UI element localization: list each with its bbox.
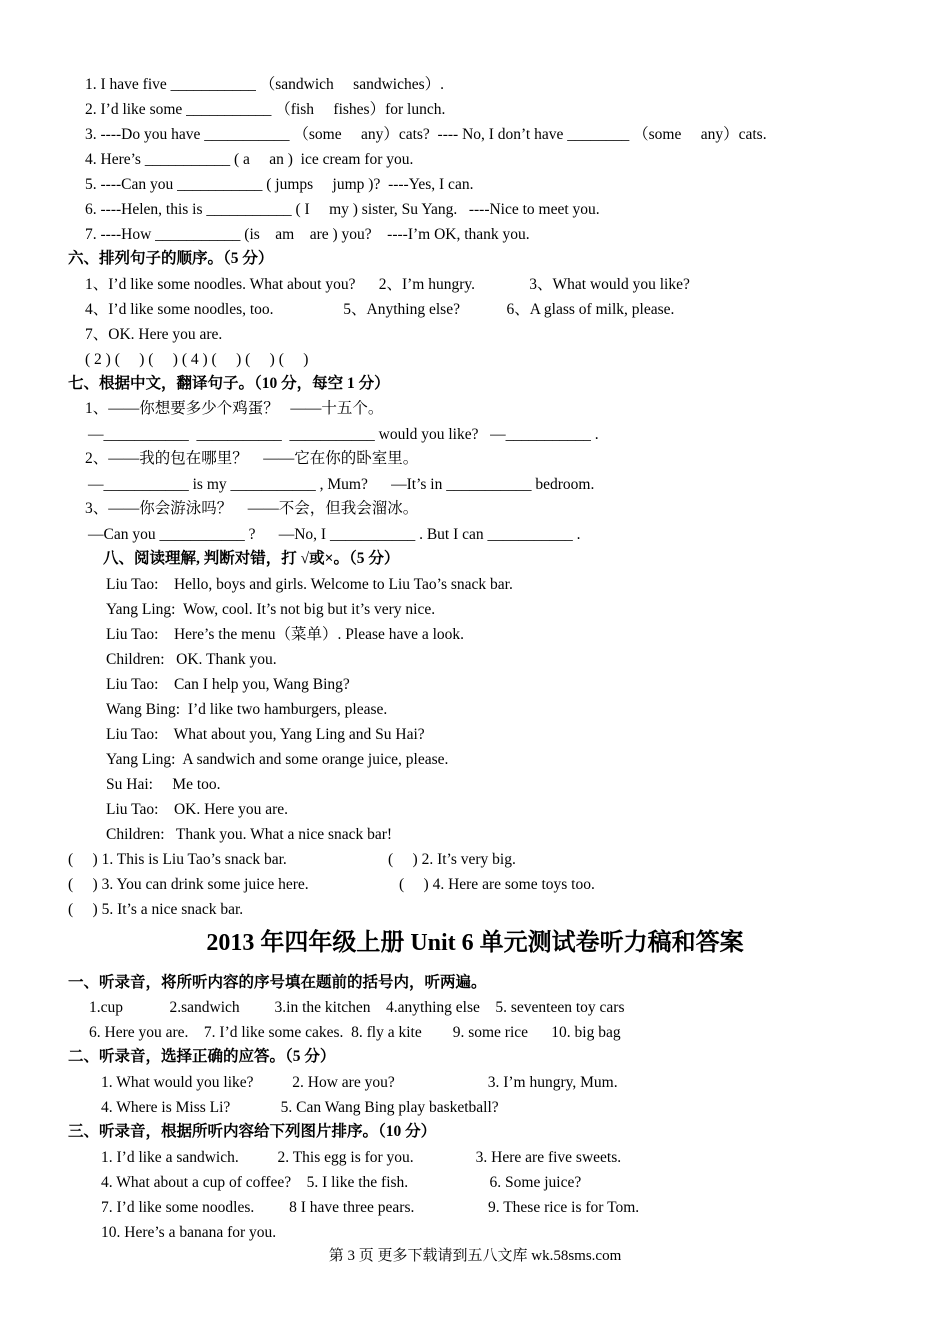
listening-1-row-2: 6. Here you are. 7. I’d like some cakes. 8. fly a kite 9. some rice 10. big bag [89, 1024, 621, 1041]
translate-en-2: —___________ is my ___________ , Mum? —It’s in ___________ bedroom. [88, 476, 595, 493]
fill-question-7: 7. ----How ___________ (is am are ) you? ----I’m OK, thank you. [85, 226, 530, 243]
listening-3-row-2: 4. What about a cup of coffee? 5. I like the fish. 6. Some juice? [101, 1174, 582, 1191]
judge-statement-5: ( ) 5. It’s a nice snack bar. [68, 901, 244, 918]
fill-question-1: 1. I have five ___________ （sandwich sandwiches）. [85, 76, 445, 93]
fill-question-3: 3. ----Do you have ___________ （some any）cats? ---- No, I don’t have ________ （some any）cats. [85, 126, 767, 143]
section-heading-8: 八、阅读理解, 判断对错，打 √或×。（5 分） [103, 550, 400, 567]
translate-en-3: —Can you ___________ ? —No, I ___________ . But I can ___________ . [88, 526, 581, 543]
listening-2-row-2: 4. Where is Miss Li? 5. Can Wang Bing play basketball? [101, 1099, 499, 1116]
answer-key-title: 2013 年四年级上册 Unit 6 单元测试卷听力稿和答案 [206, 930, 744, 956]
dialogue-line: Wang Bing: I’d like two hamburgers, please. [106, 701, 388, 718]
listening-heading-3: 三、听录音，根据所听内容给下列图片排序。（10 分） [68, 1123, 437, 1140]
judge-statement-2: ( ) 2. It’s very big. [388, 851, 516, 868]
dialogue-line: Liu Tao: What about you, Yang Ling and Su Hai? [106, 726, 425, 743]
dialogue-line: Su Hai: Me too. [106, 776, 221, 793]
listening-3-row-3: 7. I’d like some noodles. 8 I have three pears. 9. These rice is for Tom. [101, 1199, 640, 1216]
judge-statement-1: ( ) 1. This is Liu Tao’s snack bar. [68, 851, 287, 868]
section-heading-7: 七、根据中文，翻译句子。（10 分，每空 1 分） [68, 375, 390, 392]
translate-cn-1: 1、——你想要多少个鸡蛋？ ——十五个。 [85, 400, 384, 417]
dialogue-line: Yang Ling: A sandwich and some orange juice, please. [106, 751, 449, 768]
fill-question-2: 2. I’d like some ___________ （fish fishes）for lunch. [85, 101, 446, 118]
fill-question-6: 6. ----Helen, this is ___________ ( I my ) sister, Su Yang. ----Nice to meet you. [85, 201, 600, 218]
order-answer-blanks: ( 2 ) ( ) ( ) ( 4 ) ( ) ( ) ( ) [85, 351, 309, 368]
dialogue-line: Children: OK. Thank you. [106, 651, 277, 668]
dialogue-line: Yang Ling: Wow, cool. It’s not big but it’s very nice. [106, 601, 436, 618]
dialogue-line: Children: Thank you. What a nice snack bar! [106, 826, 393, 843]
dialogue-line: Liu Tao: Hello, boys and girls. Welcome to Liu Tao’s snack bar. [106, 576, 513, 593]
listening-heading-1: 一、听录音，将所听内容的序号填在题前的括号内，听两遍。 [68, 974, 487, 991]
fill-question-4: 4. Here’s ___________ ( a an ) ice cream for you. [85, 151, 414, 168]
judge-statement-3: ( ) 3. You can drink some juice here. [68, 876, 309, 893]
dialogue-line: Liu Tao: OK. Here you are. [106, 801, 288, 818]
listening-1-row-1: 1.cup 2.sandwich 3.in the kitchen 4.anything else 5. seventeen toy cars [89, 999, 625, 1016]
section-heading-6: 六、排列句子的顺序。（5 分） [68, 250, 274, 267]
judge-statement-4: ( ) 4. Here are some toys too. [399, 876, 595, 893]
translate-cn-3: 3、——你会游泳吗？ ——不会，但我会溜冰。 [85, 500, 419, 517]
listening-3-row-4: 10. Here’s a banana for you. [101, 1224, 277, 1241]
order-sentences-row-1: 1、I’d like some noodles. What about you? 2、I’m hungry. 3、What would you like? [85, 276, 690, 293]
translate-en-1: —___________ ___________ ___________ would you like? —___________ . [88, 426, 599, 443]
translate-cn-2: 2、——我的包在哪里？ ——它在你的卧室里。 [85, 450, 419, 467]
order-sentences-row-2: 4、I’d like some noodles, too. 5、Anything else? 6、A glass of milk, please. [85, 301, 675, 318]
listening-heading-2: 二、听录音，选择正确的应答。（5 分） [68, 1048, 336, 1065]
order-sentences-row-3: 7、OK. Here you are. [85, 326, 223, 343]
fill-question-5: 5. ----Can you ___________ ( jumps jump )? ----Yes, I can. [85, 176, 474, 193]
listening-2-row-1: 1. What would you like? 2. How are you? 3. I’m hungry, Mum. [101, 1074, 618, 1091]
dialogue-line: Liu Tao: Can I help you, Wang Bing? [106, 676, 350, 693]
dialogue-line: Liu Tao: Here’s the menu（菜单）. Please have a look. [106, 626, 465, 643]
page-footer: 第 3 页 更多下载请到五八文库 wk.58sms.com [328, 1248, 622, 1264]
listening-3-row-1: 1. I’d like a sandwich. 2. This egg is for you. 3. Here are five sweets. [101, 1149, 622, 1166]
